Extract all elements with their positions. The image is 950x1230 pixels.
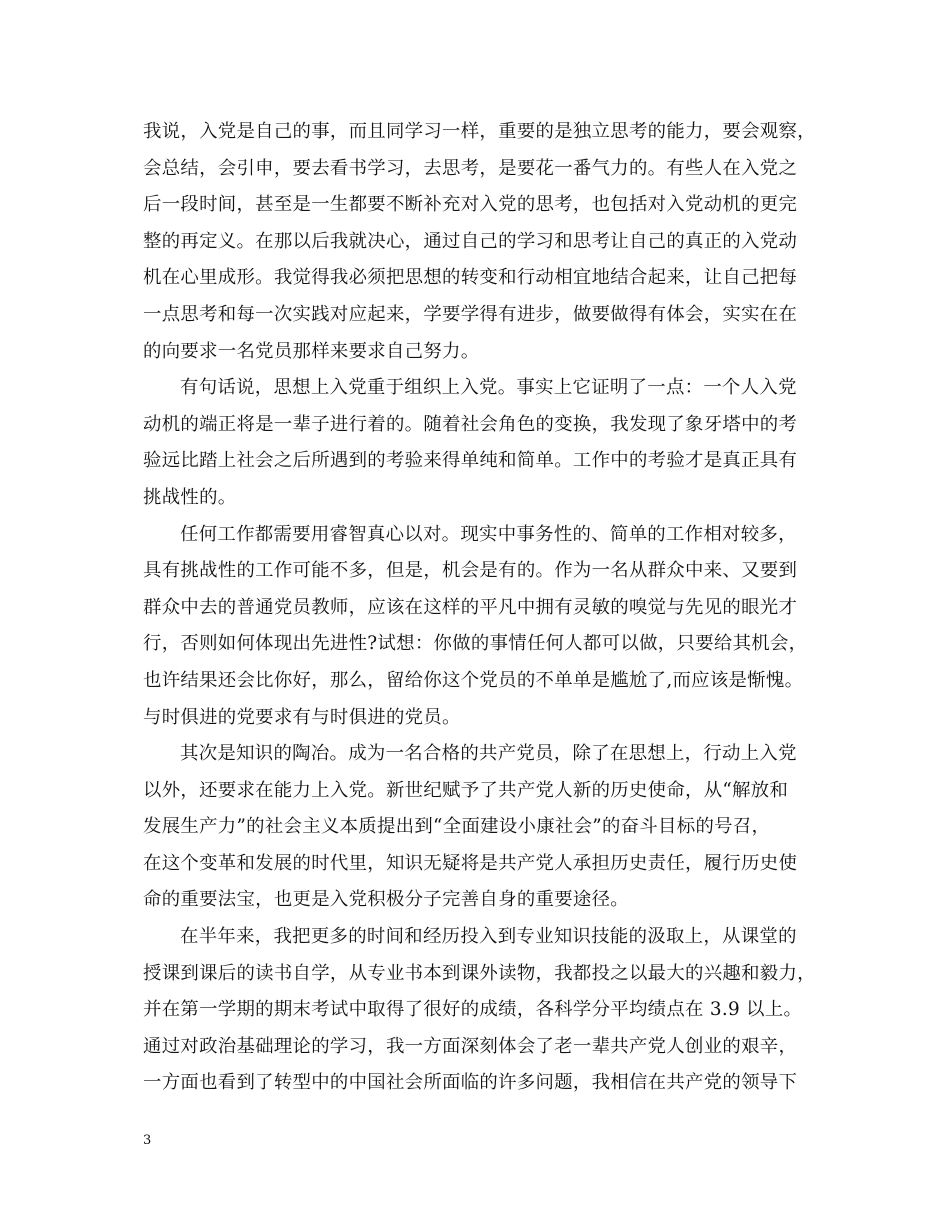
text-line: 会总结，会引申，要去看书学习，去思考，是要花一番气力的。有些人在入党之 [143, 157, 798, 179]
text-line: 并在第一学期的期末考试中取得了很好的成绩，各科学分平均绩点在 3.9 以上。 [143, 999, 803, 1021]
page-number: 3 [143, 1133, 152, 1148]
text-line-first: 其次是知识的陶冶。成为一名合格的共产党员，除了在思想上，行动上入党 [180, 743, 797, 765]
paragraph-3 [143, 517, 833, 737]
paragraph-1 [143, 114, 833, 370]
text-line: 的向要求一名党员那样来要求自己努力。 [143, 340, 480, 362]
text-line: 一点思考和每一次实践对应起来，学要学得有进步，做要做得有体会，实实在在 [143, 303, 798, 325]
text-line: 也许结果还会比你好，那么，留给你这个党员的不单单是尴尬了,而应该是惭愧。 [143, 669, 804, 691]
text-line: 挑战性的。 [143, 486, 237, 508]
text-line: 授课到课后的读书自学，从专业书本到课外读物，我都投之以最大的兴趣和毅力， [143, 962, 816, 984]
text-line: 在这个变革和发展的时代里，知识无疑将是共产党人承担历史责任，履行历史使 [143, 852, 798, 874]
text-line: 动机的端正将是一辈子进行着的。随着社会角色的变换，我发现了象牙塔中的考 [143, 413, 798, 435]
text-line: 群众中去的普通党员教师，应该在这样的平凡中拥有灵敏的嗅觉与先见的眼光才 [143, 596, 798, 618]
text-line: 与时俱进的党要求有与时俱进的党员。 [143, 706, 461, 728]
paragraph-2 [143, 370, 833, 516]
text-line: 具有挑战性的工作可能不多，但是，机会是有的。作为一名从群众中来、又要到 [143, 560, 798, 582]
text-line: 整的再定义。在那以后我就决心，通过自己的学习和思考让自己的真正的入党动 [143, 230, 798, 252]
paragraph-5 [143, 919, 833, 1102]
text-line: 后一段时间，甚至是一生都要不断补充对入党的思考，也包括对入党动机的更完 [143, 194, 798, 216]
text-line: 命的重要法宝，也更是入党积极分子完善自身的重要途径。 [143, 889, 629, 911]
text-line: 发展生产力”的社会主义本质提出到“全面建设小康社会”的奋斗目标的号召， [143, 816, 771, 838]
text-line: 行，否则如何体现出先进性?试想：你做的事情任何人都可以做，只要给其机会， [143, 633, 808, 655]
document-body [143, 114, 833, 1102]
text-line: 验远比踏上社会之后所遇到的考验来得单纯和简单。工作中的考验才是真正具有 [143, 450, 798, 472]
text-line: 通过对政治基础理论的学习，我一方面深刻体会了老一辈共产党人创业的艰辛， [143, 1035, 798, 1057]
text-line-first: 有句话说，思想上入党重于组织上入党。事实上它证明了一点：一个人入党 [180, 377, 797, 399]
paragraph-4 [143, 736, 833, 919]
text-line: 机在心里成形。我觉得我必须把思想的转变和行动相宜地结合起来，让自己把每 [143, 267, 798, 289]
text-line: 以外，还要求在能力上入党。新世纪赋予了共产党人新的历史使命，从“解放和 [143, 779, 789, 801]
text-line: 我说，入党是自己的事，而且同学习一样，重要的是独立思考的能力，要会观察， [143, 121, 816, 142]
text-line-first: 任何工作都需要用睿智真心以对。现实中事务性的、简单的工作相对较多， [180, 523, 797, 545]
text-line: 一方面也看到了转型中的中国社会所面临的许多问题，我相信在共产党的领导下 [143, 1072, 798, 1094]
text-line-first: 在半年来，我把更多的时间和经历投入到专业知识技能的汲取上，从课堂的 [180, 926, 797, 948]
